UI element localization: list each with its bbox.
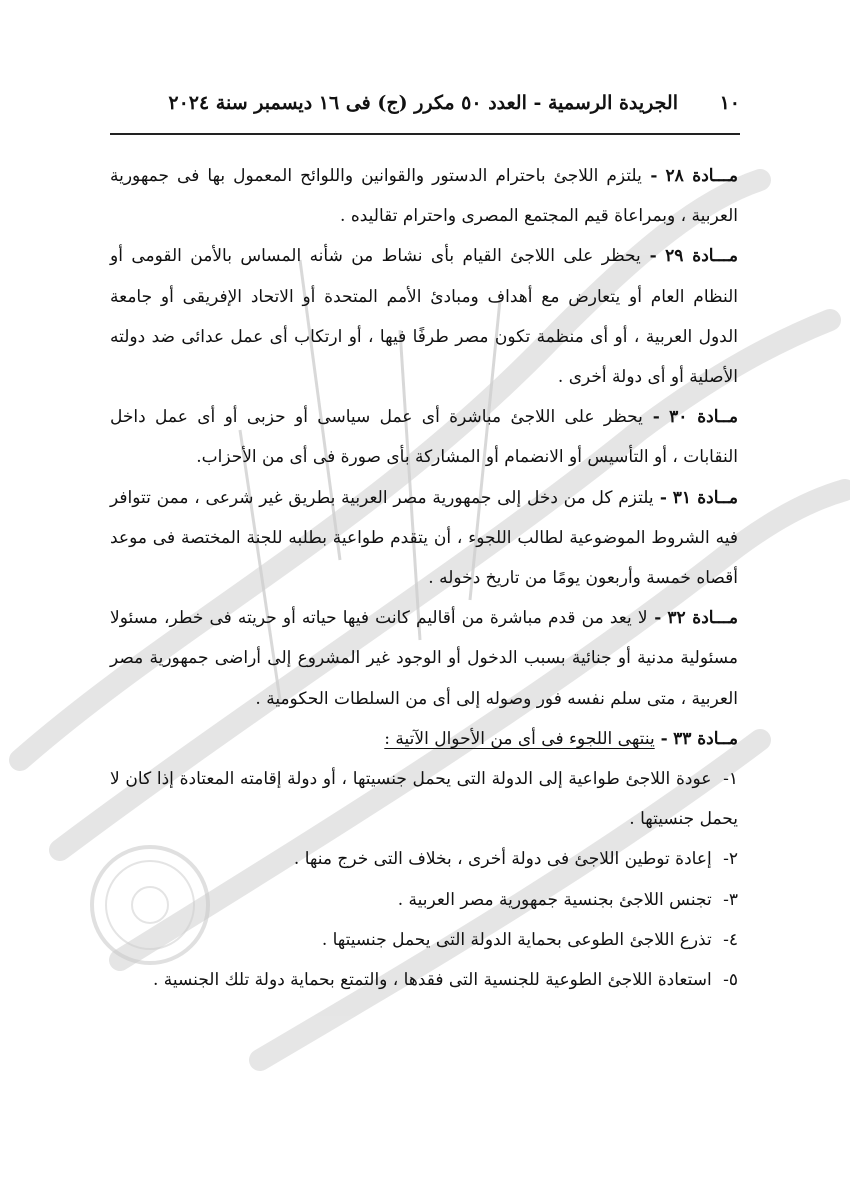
article-label: مــادة ٣٠ xyxy=(669,407,738,428)
article-30: مــادة ٣٠ - يحظر على اللاجئ مباشرة أى عمل سياسى أو حزبى أو أى عمل داخل النقابات ، أو التأسيس أو الانضمام أو المشاركة بأى صورة فى أى من الأحزاب. xyxy=(110,407,738,468)
item-number: ١- xyxy=(723,769,738,790)
item-number: ٣- xyxy=(723,889,738,910)
article-text: يلتزم كل من دخل إلى جمهورية مصر العربية بطريق غير شرعى ، ممن تتوافر فيه الشروط الموضوعية لطالب اللجوء ، أن يتقدم طواعية بطلبه للجنة المختصة فى موعد أقصاه خمسة وأربعون يومًا من تاريخ دخوله . xyxy=(110,487,738,589)
item-number: ٥- xyxy=(723,970,738,991)
list-item xyxy=(110,880,738,920)
article-32: مـــادة ٣٢ - لا يعد من قدم مباشرة من أقاليم كانت فيها حياته أو حريته فى خطر، مسئولا مسئولية مدنية أو جنائية بسبب الدخول أو الوجود غير المشروع إلى أراضى جمهورية مصر العربية ، متى سلم نفسه فور وصوله إلى أى من السلطات الحكومية . xyxy=(110,608,739,709)
article-text: يحظر على اللاجئ مباشرة أى عمل سياسى أو حزبى أو أى عمل داخل النقابات ، أو التأسيس أو الانضمام أو المشاركة بأى صورة فى أى من الأحزاب. xyxy=(110,407,738,468)
item-text: إعادة توطين اللاجئ فى دولة أخرى ، بخلاف التى خرج منها . xyxy=(293,849,712,870)
article-label: مـــادة ٢٩ xyxy=(665,246,739,267)
header-divider xyxy=(110,133,740,135)
list-item xyxy=(110,960,738,1000)
list-item xyxy=(110,920,738,960)
article-label: مــادة ٣٣ xyxy=(673,728,738,749)
list-item xyxy=(110,759,738,839)
article-label: مـــادة ٣٢ xyxy=(667,608,739,629)
article-label: مــادة ٣١ xyxy=(672,487,738,508)
item-text: استعادة اللاجئ الطوعية للجنسية التى فقدها ، والتمتع بحماية دولة تلك الجنسية . xyxy=(152,970,712,991)
header-title: الجريدة الرسمية - العدد ٥٠ مكرر (ج) فى ١٦ ديسمبر سنة ٢٠٢٤ xyxy=(168,92,678,114)
document-body xyxy=(110,156,738,1000)
article-text: يلتزم اللاجئ باحترام الدستور والقوانين واللوائح المعمول بها فى جمهورية العربية ، وبمراعاة قيم المجتمع المصرى واحترام تقاليده . xyxy=(110,166,738,227)
item-number: ٢- xyxy=(723,849,738,870)
article-29: مـــادة ٢٩ - يحظر على اللاجئ القيام بأى نشاط من شأنه المساس بالأمن القومى أو النظام العام أو يتعارض مع أهداف ومبادئ الأمم المتحدة أو الاتحاد الإفريقى أو جامعة الدول العربية ، أو أى منظمة تكون مصر طرفًا فيها ، أو ارتكاب أى عمل عدائى ضد دولته الأصلية أو أى دولة أخرى . xyxy=(110,246,739,388)
article-text: لا يعد من قدم مباشرة من أقاليم كانت فيها حياته أو حريته فى خطر، مسئولا مسئولية مدنية أو جنائية بسبب الدخول أو الوجود غير المشروع إلى أراضى جمهورية مصر العربية ، متى سلم نفسه فور وصوله إلى أى من السلطات الحكومية . xyxy=(110,608,738,709)
article-label: مـــادة ٢٨ xyxy=(665,166,738,186)
list-item xyxy=(110,839,738,879)
item-number: ٤- xyxy=(723,929,738,950)
article-33: مــادة ٣٣ - ينتهى اللجوء فى أى من الأحوال الآتية : xyxy=(384,728,738,749)
page-number: ١٠ xyxy=(719,92,740,114)
item-text: تذرع اللاجئ الطوعى بحماية الدولة التى يحمل جنسيتها . xyxy=(321,929,712,950)
article-28: مـــادة ٢٨ - يلتزم اللاجئ باحترام الدستور والقوانين واللوائح المعمول بها فى جمهورية العربية ، وبمراعاة قيم المجتمع المصرى واحترام تقاليده . xyxy=(110,166,738,227)
page-header xyxy=(110,92,740,122)
article-text: يحظر على اللاجئ القيام بأى نشاط من شأنه المساس بالأمن القومى أو النظام العام أو يتعارض مع أهداف ومبادئ الأمم المتحدة أو الاتحاد الإفريقى أو جامعة الدول العربية ، أو أى منظمة تكون مصر طرفًا فيها ، أو ارتكاب أى عمل عدائى ضد دولته الأصلية أو أى دولة أخرى . xyxy=(110,246,738,388)
item-text: تجنس اللاجئ بجنسية جمهورية مصر العربية . xyxy=(397,889,712,910)
article-text: ينتهى اللجوء فى أى من الأحوال الآتية : xyxy=(384,728,655,749)
article-31: مــادة ٣١ - يلتزم كل من دخل إلى جمهورية مصر العربية بطريق غير شرعى ، ممن تتوافر فيه الشروط الموضوعية لطالب اللجوء ، أن يتقدم طواعية بطلبه للجنة المختصة فى موعد أقصاه خمسة وأربعون يومًا من تاريخ دخوله . xyxy=(110,487,738,589)
item-text: عودة اللاجئ طواعية إلى الدولة التى يحمل جنسيتها ، أو دولة إقامته المعتادة إذا كان لا يحمل جنسيتها . xyxy=(110,769,738,830)
